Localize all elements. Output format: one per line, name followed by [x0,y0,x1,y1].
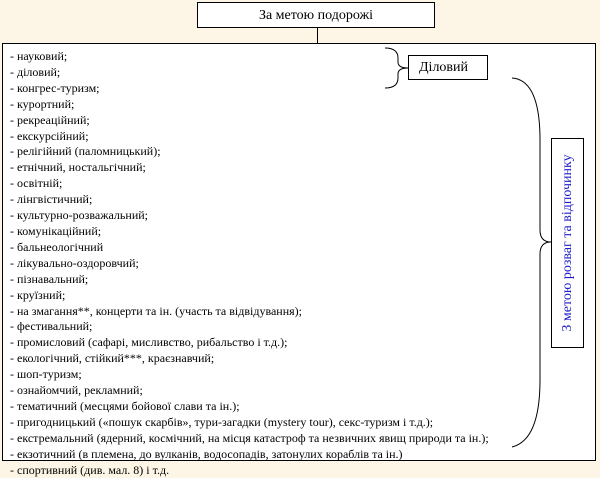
leisure-brace [512,78,551,447]
list-item: - лінгвістичний; [10,192,93,207]
list-item: - курортний; [10,96,75,111]
leisure-category-label: З метою розваг та відпочинку [559,154,575,332]
list-item: - на змагання**, концерти та ін. (участь та відвідування); [10,303,302,318]
list-item: - лікувально-оздоровчий; [10,255,139,270]
list-item: - екстремальний (ядерний, космічний, на місця катастроф та незвичних явищ природи та ін.); [10,430,489,445]
list-item: - діловий; [10,64,61,79]
list-item: - культурно-розважальний; [10,208,148,223]
diagram-title: За метою подорожі [197,2,435,28]
business-brace [385,48,408,88]
list-item: - шоп-туризм; [10,367,82,382]
list-item: - круїзний; [10,287,66,302]
list-item: - конгрес-туризм; [10,80,100,95]
list-item: - освітній; [10,176,63,191]
list-item: - етнічний, ностальгічний; [10,160,146,175]
list-item: - екологічний, стійкий***, краєзнавчий; [10,351,215,366]
list-item: - промисловий (сафарі, мисливство, рибальство і т.д.); [10,335,288,350]
list-item: - пригодницький («пошук скарбів», тури-загадки (mystery tour), секс-туризм і т.д.); [10,414,434,429]
list-item: - ознайомчий, рекламний; [10,383,143,398]
list-item: - спортивний (див. мал. 8) і т.д. [10,462,170,477]
list-item: - фестивальний; [10,319,93,334]
list-item: - бальнеологічний [10,239,104,254]
leisure-category-box [551,138,584,348]
list-item: - рекреаційний; [10,112,90,127]
list-item: - пізнавальний; [10,271,89,286]
business-category-box: Діловий [408,55,488,80]
list-item: - тематичний (месцями бойової слави та ін.); [10,398,240,413]
list-item: - науковий; [10,49,68,63]
list-item: - екзотичний (в племена, до вулканів, водосопадів, затонулих кораблів та ін.) [10,446,403,461]
list-item: - комунікаційний; [10,223,102,238]
list-item: - релігійний (паломницький); [10,144,161,159]
list-item: - екскурсійний; [10,128,89,143]
